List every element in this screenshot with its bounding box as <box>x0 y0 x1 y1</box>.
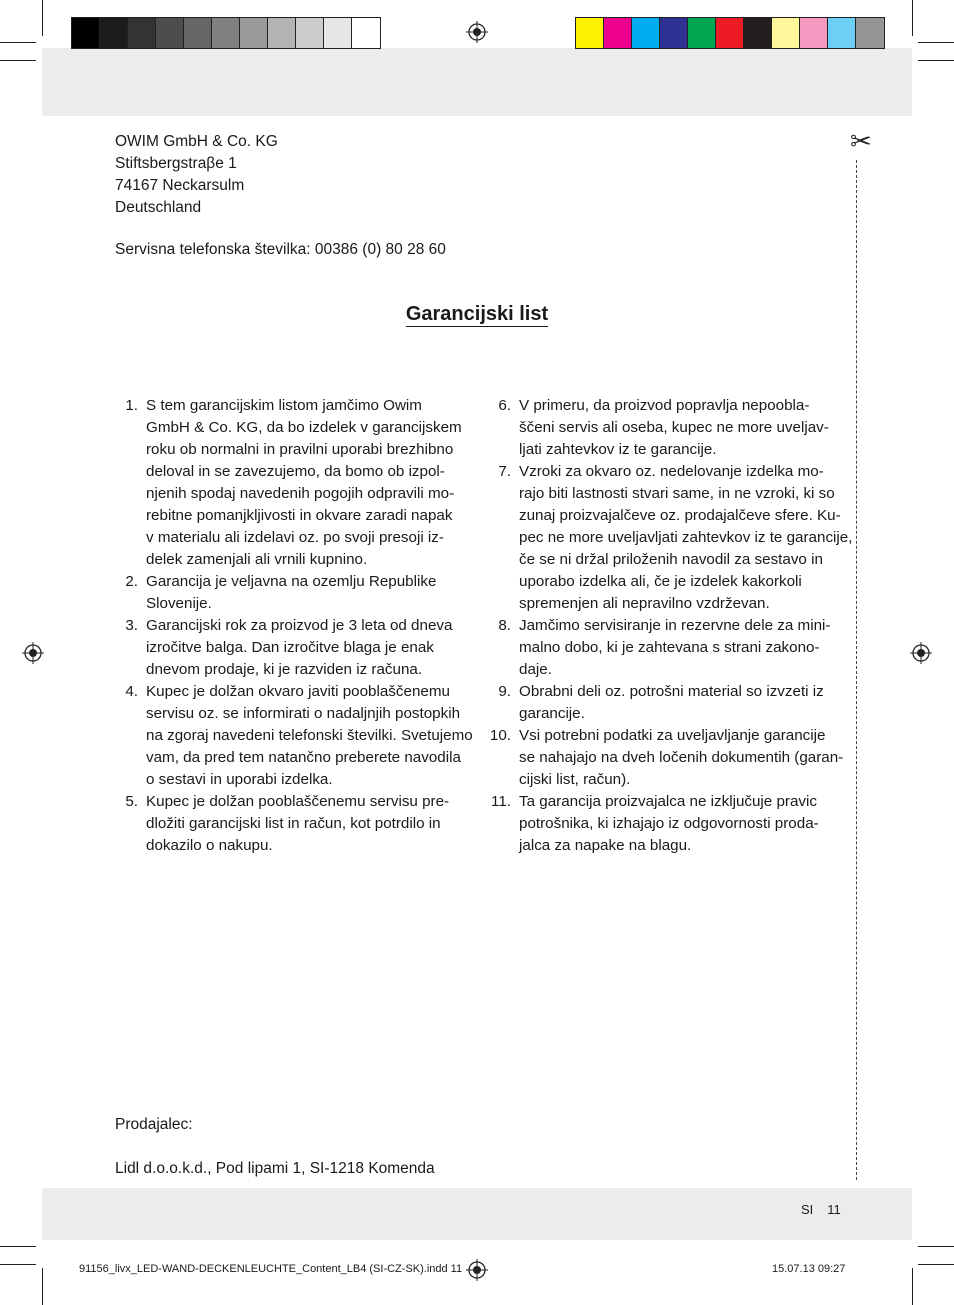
slug-date: 15.07.13 09:27 <box>772 1263 846 1275</box>
terms-left-column <box>115 395 473 857</box>
term-number: 4. <box>125 683 138 700</box>
term-line: pec ne more uveljavljati zahtevkov iz te garancije, <box>519 529 853 546</box>
term-line: zunaj proizvajalčeve oz. prodajalčeve sfere. Ku- <box>519 507 841 524</box>
term-line: dokazilo o nakupu. <box>146 837 273 854</box>
page-number-value: 11 <box>827 1202 841 1217</box>
term-line: Ta garancija proizvajalca ne izključuje pravic <box>519 793 817 810</box>
term-line: jalca za napake na blagu. <box>519 837 692 854</box>
term-line: Obrabni deli oz. potrošni material so izvzeti iz <box>519 683 824 700</box>
term-line: se nahajajo na dveh ločenih dokumentih (garan- <box>519 749 844 766</box>
term-line: S tem garancijskim listom jamčimo Owim <box>146 397 422 414</box>
term-item <box>115 395 467 571</box>
term-item <box>115 615 467 681</box>
page-language: SI <box>801 1202 814 1217</box>
term-line: servisu oz. se informirati o nadaljnjih postopkih <box>146 705 461 722</box>
term-line: GmbH & Co. KG, da bo izdelek v garancijskem <box>146 419 462 436</box>
term-line: Garancijski rok za proizvod je 3 leta od dneva <box>146 617 453 634</box>
term-line: ščeni servis ali oseba, kupec ne more uveljav- <box>519 419 829 436</box>
color-swatch <box>632 18 660 48</box>
gray-swatch <box>296 18 324 48</box>
color-swatch <box>688 18 716 48</box>
term-line: če se ni držal priloženih navodil za sestavo in <box>519 551 823 568</box>
gray-swatch <box>212 18 240 48</box>
color-swatch <box>772 18 800 48</box>
term-number: 3. <box>125 617 138 634</box>
term-line: Vsi potrebni podatki za uveljavljanje garancije <box>519 727 826 744</box>
term-text <box>519 461 852 615</box>
term-line: ljati zahtevkov iz te garancije. <box>519 441 717 458</box>
registration-mark-icon <box>910 642 932 664</box>
gray-swatch <box>268 18 296 48</box>
term-line: dložiti garancijski list in račun, kot potrdilo in <box>146 815 441 832</box>
term-text <box>519 725 843 791</box>
term-text <box>519 395 843 461</box>
term-line: o sestavi in uporabi izdelka. <box>146 771 333 788</box>
term-line: vam, da pred tem natančno preberete navodila <box>146 749 461 766</box>
term-line: Jamčimo servisiranje in rezervne dele za mini- <box>519 617 831 634</box>
seller-label: Prodajalec: <box>115 1116 193 1133</box>
seller-address: Lidl d.o.o.k.d., Pod lipami 1, SI-1218 Komenda <box>115 1160 435 1177</box>
gray-swatch <box>100 18 128 48</box>
term-line: spremenjen ali nepravilno vzdrževan. <box>519 595 770 612</box>
color-swatch <box>576 18 604 48</box>
term-number: 9. <box>498 683 511 700</box>
term-line: uporabo izdelka ali, če je izdelek kakorkoli <box>519 573 802 590</box>
term-line: Slovenije. <box>146 595 212 612</box>
term-line: dnevom prodaje, ki je razviden iz računa. <box>146 661 423 678</box>
scissors-icon: ✂ <box>850 126 872 156</box>
term-line: njenih spodaj navedenih pogojih odpravili mo- <box>146 485 455 502</box>
term-line: daje. <box>519 661 552 678</box>
term-line: Kupec je dolžan okvaro javiti pooblaščenemu <box>146 683 450 700</box>
term-text <box>146 791 467 857</box>
term-line: v materialu ali izdelavi oz. po svoji presoji iz- <box>146 529 444 546</box>
term-item <box>115 791 467 857</box>
color-calibration-bar <box>575 17 885 49</box>
slug-filename: 91156_livx_LED-WAND-DECKENLEUCHTE_Content_LB4 (SI-CZ-SK).indd 11 <box>79 1263 463 1275</box>
color-swatch <box>828 18 856 48</box>
country: Deutschland <box>115 199 202 216</box>
term-number: 10. <box>489 727 511 744</box>
city: 74167 Neckarsulm <box>115 177 245 194</box>
street: Stiftsbergstraβe 1 <box>115 155 237 172</box>
color-swatch <box>716 18 744 48</box>
gray-swatch <box>324 18 352 48</box>
term-text <box>146 395 467 571</box>
color-swatch <box>856 18 884 48</box>
term-line: garancije. <box>519 705 585 722</box>
gray-swatch <box>184 18 212 48</box>
term-item <box>115 571 467 615</box>
term-line: malno dobo, ki je zahtevana s strani zakono- <box>519 639 820 656</box>
term-item <box>488 725 843 791</box>
term-line: potrošnika, ki izhajajo iz odgovornosti proda- <box>519 815 819 832</box>
color-swatch <box>744 18 772 48</box>
color-swatch <box>660 18 688 48</box>
company-name: OWIM GmbH & Co. KG <box>115 133 278 150</box>
term-line: na zgoraj navedeni telefonski številki. Svetujemo <box>146 727 473 744</box>
term-line: roku ob normalni in pravilni uporabi brezhibno <box>146 441 454 458</box>
term-text <box>519 681 843 725</box>
color-swatch <box>604 18 632 48</box>
term-item <box>488 681 843 725</box>
gray-calibration-bar <box>71 17 381 49</box>
page-title-wrap <box>0 303 954 326</box>
term-line: V primeru, da proizvod popravlja nepoobla- <box>519 397 810 414</box>
term-line: deloval in se zavezujemo, da bomo ob izpol- <box>146 463 445 480</box>
gray-swatch <box>240 18 268 48</box>
registration-mark-icon <box>22 642 44 664</box>
term-item <box>115 681 473 791</box>
term-number: 7. <box>498 463 511 480</box>
term-line: Kupec je dolžan pooblaščenemu servisu pre- <box>146 793 450 810</box>
term-number: 8. <box>498 617 511 634</box>
gray-swatch <box>128 18 156 48</box>
term-line: rajo biti lastnosti stvari same, in ne vzroki, ki so <box>519 485 835 502</box>
gray-swatch <box>156 18 184 48</box>
term-line: cijski list, račun). <box>519 771 631 788</box>
term-item <box>488 461 853 615</box>
term-number: 11. <box>491 793 511 810</box>
top-band <box>42 48 912 116</box>
term-text <box>146 615 467 681</box>
terms-right-column <box>488 395 853 857</box>
gray-swatch <box>72 18 100 48</box>
bottom-band <box>42 1188 912 1240</box>
term-line: izročitve balga. Dan izročitve blaga je enak <box>146 639 434 656</box>
term-number: 5. <box>125 793 138 810</box>
term-line: rebitne pomanjkljivosti in okvare zaradi napak <box>146 507 453 524</box>
term-number: 1. <box>125 397 138 414</box>
gray-swatch <box>352 18 380 48</box>
term-item <box>488 791 843 857</box>
term-line: Garancija je veljavna na ozemlju Republike <box>146 573 437 590</box>
manufacturer-address <box>115 131 278 219</box>
term-text <box>519 791 843 857</box>
term-item <box>488 615 843 681</box>
term-text <box>519 615 843 681</box>
term-item <box>488 395 843 461</box>
page-title: Garancijski list <box>405 303 549 325</box>
term-line: Vzroki za okvaro oz. nedelovanje izdelka mo- <box>519 463 824 480</box>
term-line: delek zamenjali ali vrnili kupnino. <box>146 551 368 568</box>
registration-mark-icon <box>466 21 488 43</box>
page-number <box>801 1202 841 1217</box>
service-phone: Servisna telefonska številka: 00386 (0) 80 28 60 <box>115 241 446 258</box>
term-number: 6. <box>498 397 511 414</box>
term-text <box>146 681 473 791</box>
registration-mark-icon <box>466 1259 488 1281</box>
color-swatch <box>800 18 828 48</box>
term-number: 2. <box>125 573 138 590</box>
term-text <box>146 571 467 615</box>
